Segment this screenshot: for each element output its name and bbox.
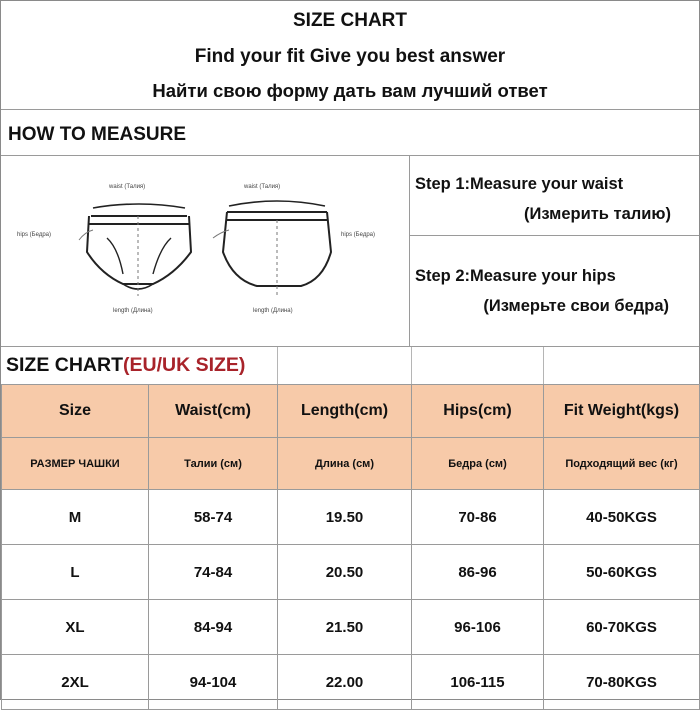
- waist-label-right: waist (Талия): [244, 184, 281, 190]
- table-cell: 40-50KGS: [544, 490, 700, 545]
- table-cell: 84-94: [149, 600, 278, 655]
- brief-back-illustration: [213, 201, 331, 298]
- step-2-english: Step 2:Measure your hips: [415, 267, 616, 285]
- how-to-measure-title: HOW TO MEASURE: [8, 124, 187, 145]
- size-chart-label-region: (EU/UK SIZE): [123, 354, 246, 376]
- table-cell: 50-60KGS: [544, 545, 700, 600]
- step-2-russian: (Измерьте свои бедра): [483, 297, 669, 315]
- table-cell: M: [2, 490, 149, 545]
- table-cell: L: [2, 545, 149, 600]
- divider: [277, 347, 278, 384]
- table-cell: 106-115: [412, 655, 544, 710]
- step-1: [410, 156, 699, 236]
- table-cell: 19.50: [278, 490, 412, 545]
- column-header: Fit Weight(kgs): [544, 385, 700, 438]
- table-row: [2, 545, 700, 600]
- table-cell: XL: [2, 600, 149, 655]
- table-cell: 58-74: [149, 490, 278, 545]
- column-header: Hips(cm): [412, 385, 544, 438]
- divider: [543, 347, 544, 384]
- table-cell: 86-96: [412, 545, 544, 600]
- hips-label-right: hips (Бедра): [341, 232, 375, 238]
- table-cell: 70-80KGS: [544, 655, 700, 710]
- column-header: Waist(cm): [149, 385, 278, 438]
- size-table: [1, 384, 700, 710]
- table-header-russian: [2, 438, 700, 490]
- table-row: [2, 490, 700, 545]
- brief-front-illustration: [79, 204, 191, 296]
- measure-section: [1, 156, 699, 347]
- column-header: Длина (см): [278, 438, 412, 490]
- column-header: Бедра (см): [412, 438, 544, 490]
- page-title: SIZE CHART: [293, 10, 407, 31]
- divider: [411, 347, 412, 384]
- table-cell: 70-86: [412, 490, 544, 545]
- subtitle-english: Find your fit Give you best answer: [194, 46, 506, 67]
- column-header: РАЗМЕР ЧАШКИ: [2, 438, 149, 490]
- table-cell: 74-84: [149, 545, 278, 600]
- table-cell: 21.50: [278, 600, 412, 655]
- how-to-measure-header: [1, 110, 699, 156]
- column-header: Подходящий вес (кг): [544, 438, 700, 490]
- table-row: [2, 655, 700, 710]
- table-cell: 2XL: [2, 655, 149, 710]
- table-cell: 96-106: [412, 600, 544, 655]
- measure-diagram: [1, 156, 410, 346]
- table-cell: 20.50: [278, 545, 412, 600]
- step-1-english: Step 1:Measure your waist: [415, 175, 624, 193]
- waist-label-left: waist (Талия): [109, 184, 146, 190]
- table-row: [2, 600, 700, 655]
- table-header-english: [2, 385, 700, 438]
- column-header: Талии (см): [149, 438, 278, 490]
- size-chart-label-main: SIZE CHART: [6, 354, 123, 376]
- length-label-right: length (Длина): [253, 308, 293, 314]
- hips-label-left: hips (Бедра): [17, 232, 51, 238]
- column-header: Length(cm): [278, 385, 412, 438]
- length-label-left: length (Длина): [113, 308, 153, 314]
- table-cell: 22.00: [278, 655, 412, 710]
- size-chart-label: [6, 354, 245, 377]
- table-cell: 94-104: [149, 655, 278, 710]
- step-1-russian: (Измерить талию): [523, 205, 671, 223]
- header: [1, 1, 699, 110]
- column-header: Size: [2, 385, 149, 438]
- step-2: [410, 236, 699, 346]
- size-chart-label-row: [1, 347, 699, 384]
- table-cell: 60-70KGS: [544, 600, 700, 655]
- subtitle-russian: Найти свою форму дать вам лучший ответ: [152, 80, 548, 101]
